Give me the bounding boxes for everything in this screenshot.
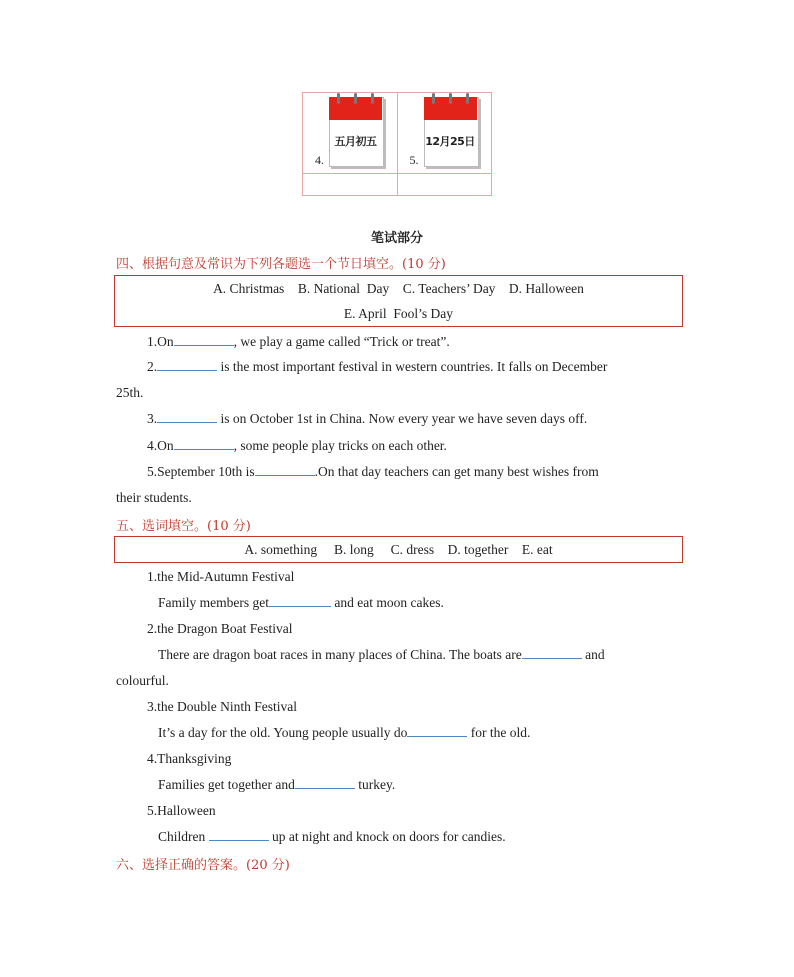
answer-blank[interactable] [407, 725, 467, 737]
answer-blank[interactable] [255, 464, 315, 476]
calendar-date-text: 五月初五 [334, 135, 377, 148]
item-2-title: 2.the Dragon Boat Festival [147, 621, 293, 636]
question-3: 3. is on October 1st in China. Now every year we have seven days off. [147, 411, 588, 426]
part5-options-box [114, 536, 683, 563]
answer-blank[interactable] [157, 359, 217, 371]
calendar-table [302, 92, 492, 196]
item-3-title: 3.the Double Ninth Festival [147, 699, 297, 714]
question-2-cont: 25th. [116, 385, 144, 400]
item-4-sentence: Families get together and turkey. [158, 777, 396, 792]
item-5-title: 5.Halloween [147, 803, 216, 818]
answer-blank[interactable] [209, 829, 269, 841]
answer-blank[interactable] [295, 777, 355, 789]
item-1-sentence: Family members get and eat moon cakes. [158, 595, 444, 610]
options-line-2: E. April Fool’s Day [343, 306, 454, 321]
answer-cell-5[interactable] [397, 174, 492, 196]
calendar-date-text: 12月25日 [425, 135, 475, 148]
calendar-icon [329, 97, 382, 167]
part6-header: 六、选择正确的答案。(20 分) [116, 858, 290, 873]
part4-header: 四、根据句意及常识为下列各题选一个节日填空。(10 分) [116, 257, 446, 272]
item-2-cont: colourful. [116, 673, 169, 688]
question-1: 1.On , we play a game called “Trick or treat”. [147, 334, 450, 349]
calendar-cell-5 [397, 93, 492, 174]
answer-blank[interactable] [522, 647, 582, 659]
answer-blank[interactable] [174, 334, 234, 346]
answer-cell-4[interactable] [303, 174, 398, 196]
options-line-1: A. Christmas B. National Day C. Teachers’ Day D. Halloween [213, 281, 584, 296]
question-2: 2. is the most important festival in western countries. It falls on December [147, 359, 608, 374]
question-5-cont: their students. [116, 490, 192, 505]
answer-blank[interactable] [157, 411, 217, 423]
item-2-sentence: There are dragon boat races in many places of China. The boats are and [158, 647, 605, 662]
options-line: A. something B. long C. dress D. together E. eat [244, 542, 553, 557]
item-4-title: 4.Thanksgiving [147, 751, 232, 766]
part4-options-box [114, 275, 683, 327]
item-number: 5. [409, 153, 419, 167]
item-1-title: 1.the Mid-Autumn Festival [147, 569, 295, 584]
item-5-sentence: Children up at night and knock on doors for candies. [158, 829, 506, 844]
calendar-cell-4 [303, 93, 398, 174]
part5-header: 五、选词填空。(10 分) [116, 519, 251, 534]
question-4: 4.On , some people play tricks on each other. [147, 438, 447, 453]
answer-blank[interactable] [174, 438, 234, 450]
item-3-sentence: It’s a day for the old. Young people usually do for the old. [158, 725, 531, 740]
section-title: 笔试部分 [370, 231, 423, 246]
question-5: 5.September 10th is .On that day teachers can get many best wishes from [147, 464, 599, 479]
item-number: 4. [315, 153, 324, 167]
answer-blank[interactable] [269, 595, 331, 607]
calendar-icon [424, 97, 477, 167]
